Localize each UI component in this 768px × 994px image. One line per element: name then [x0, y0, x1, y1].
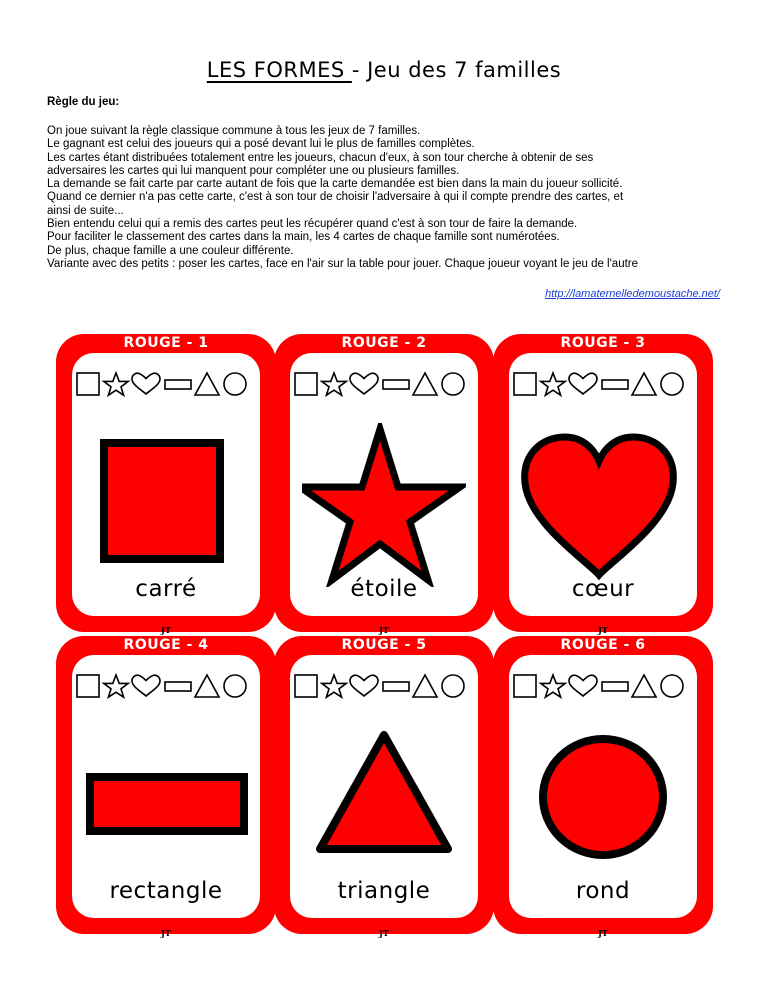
shape-icons-row — [512, 671, 698, 701]
website-link[interactable]: http://lamaternelledemoustache.net/ — [545, 288, 720, 300]
rules-line: ainsi de suite... — [47, 204, 124, 217]
card-rouge-2 — [274, 334, 494, 632]
rules-line: Pour faciliter le classement des cartes dans la main, les 4 cartes de chaque famille sont numérotées. — [47, 231, 560, 244]
rules-line: On joue suivant la règle classique commune à tous les jeux de 7 familles. — [47, 125, 421, 137]
card-rouge-6 — [493, 636, 713, 934]
triangle-icon — [632, 373, 656, 395]
rules-line: Variante avec des petits : poser les cartes, face en l'air sur la table pour jouer. Chaque joueur voyant le jeu de l'autre — [47, 257, 639, 270]
rectangle-icon — [165, 380, 191, 389]
square-icon — [514, 675, 536, 697]
rules-line: Quand ce dernier n'a pas cette carte, c'est à son tour de choisir l'adversaire à qui il compte prendre des cartes, et — [47, 191, 624, 204]
shape-icons-row — [293, 671, 479, 701]
card-word: triangle — [337, 878, 431, 904]
card-face — [72, 353, 260, 616]
card-header: ROUGE - 1 — [123, 335, 209, 351]
rectangle-icon — [165, 682, 191, 691]
triangle-icon — [195, 373, 219, 395]
star-icon — [322, 675, 346, 697]
rules-line: La demande se fait carte par carte autant de fois que la carte demandée est bien dans la main du joueur sollicité. — [47, 178, 623, 191]
rectangle-icon — [602, 380, 628, 389]
card-word: rectangle — [109, 878, 223, 904]
rules-heading: Règle du jeu: — [47, 96, 120, 108]
card-shape-heart — [521, 423, 685, 587]
star-icon — [322, 373, 346, 395]
rules-line: Le gagnant est celui des joueurs qui a posé devant lui le plus de familles complètes. — [47, 138, 475, 151]
circle-icon — [442, 373, 464, 395]
card-header: ROUGE - 6 — [560, 637, 646, 653]
card-face — [509, 655, 697, 918]
card-face — [509, 353, 697, 616]
circle-icon — [224, 373, 246, 395]
card-header: ROUGE - 2 — [341, 335, 427, 351]
card-header: ROUGE - 5 — [341, 637, 427, 653]
card-header: ROUGE - 4 — [123, 637, 209, 653]
rectangle-icon — [383, 380, 409, 389]
card-rouge-3 — [493, 334, 713, 632]
heart-icon — [569, 373, 597, 394]
card-shape-square — [84, 423, 248, 587]
card-rouge-5 — [274, 636, 494, 934]
card-rouge-4 — [56, 636, 276, 934]
shape-icons-row — [75, 369, 261, 399]
card-word: rond — [575, 878, 631, 904]
card-face — [72, 655, 260, 918]
rules-line: De plus, chaque famille a une couleur différente. — [47, 244, 294, 257]
card-word: cœur — [571, 576, 635, 602]
card-shape-star — [302, 423, 466, 587]
square-icon — [514, 373, 536, 395]
card-mark: JT — [379, 625, 389, 635]
shape-icons-row — [512, 369, 698, 399]
rules-line: Les cartes étant distribuées totalement entre les joueurs, chacun d'eux, à son tour cherche à obtenir de ses — [47, 151, 594, 164]
heart-icon — [350, 373, 378, 394]
card-word: carré — [135, 576, 197, 602]
circle-icon — [661, 675, 683, 697]
rules-line: Bien entendu celui qui a remis des cartes peut les récupérer quand c'est à son tour de faire la demande. — [47, 218, 578, 231]
star-icon — [541, 373, 565, 395]
card-shape-triangle — [302, 725, 466, 889]
star-icon — [104, 373, 128, 395]
card-rouge-1 — [56, 334, 276, 632]
card-face — [290, 353, 478, 616]
card-mark: JT — [379, 928, 389, 938]
star-icon — [541, 675, 565, 697]
heart-icon — [569, 675, 597, 696]
circle-icon — [224, 675, 246, 697]
triangle-icon — [413, 373, 437, 395]
triangle-icon — [632, 675, 656, 697]
heart-icon — [132, 675, 160, 696]
rules-text — [47, 125, 737, 271]
card-mark: JT — [161, 625, 171, 635]
square-icon — [77, 373, 99, 395]
rules-line: adversaires les cartes qui lui manquent pour compléter une ou plusieurs familles. — [47, 164, 460, 177]
heart-icon — [350, 675, 378, 696]
rectangle-icon — [602, 682, 628, 691]
title-main: LES FORMES — [206, 58, 352, 82]
square-icon — [295, 675, 317, 697]
card-mark: JT — [598, 928, 608, 938]
triangle-icon — [195, 675, 219, 697]
title-suffix: - Jeu des 7 familles — [351, 58, 562, 82]
card-face — [290, 655, 478, 918]
shape-icons-row — [75, 671, 261, 701]
card-mark: JT — [598, 625, 608, 635]
square-icon — [77, 675, 99, 697]
circle-icon — [442, 675, 464, 697]
star-icon — [104, 675, 128, 697]
card-mark: JT — [161, 928, 171, 938]
card-word: étoile — [350, 576, 418, 602]
card-header: ROUGE - 3 — [560, 335, 646, 351]
card-shape-rectangle — [84, 725, 248, 889]
card-shape-circle — [521, 725, 685, 889]
rectangle-icon — [383, 682, 409, 691]
page-title — [0, 58, 768, 82]
shape-icons-row — [293, 369, 479, 399]
circle-icon — [661, 373, 683, 395]
square-icon — [295, 373, 317, 395]
heart-icon — [132, 373, 160, 394]
triangle-icon — [413, 675, 437, 697]
